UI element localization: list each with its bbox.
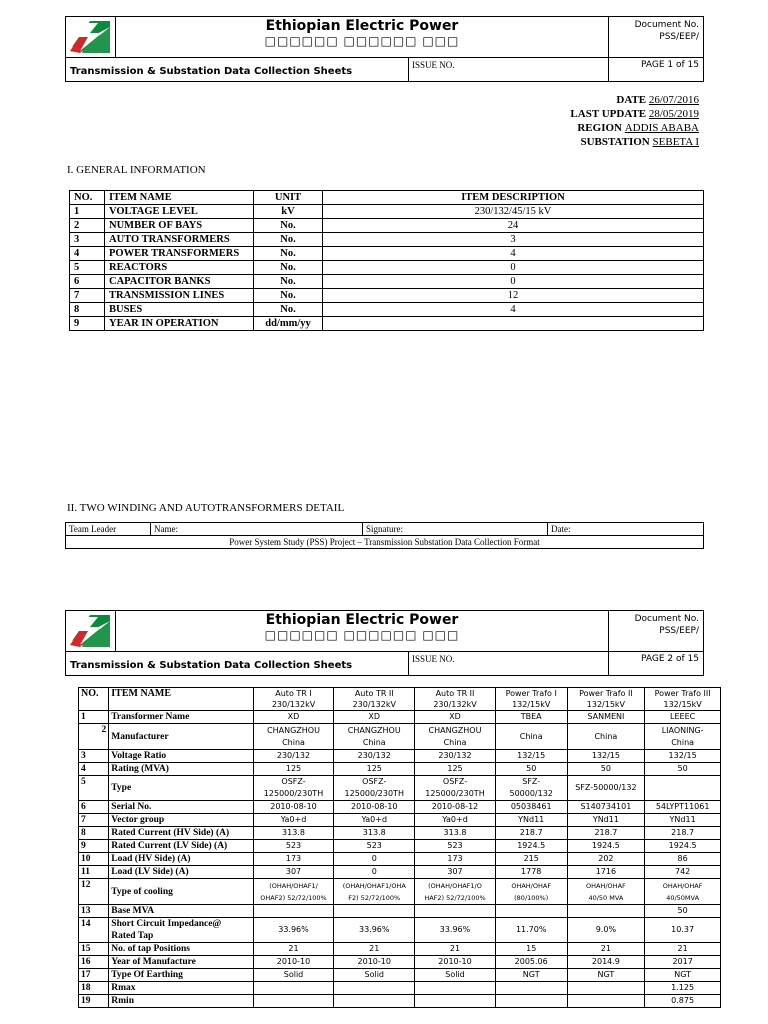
cell-value: YNd11 bbox=[567, 814, 645, 827]
cell-no: 4 bbox=[70, 247, 105, 261]
cell-unit: No. bbox=[254, 261, 323, 275]
col-header-no: NO. bbox=[79, 688, 109, 711]
cell-value bbox=[415, 982, 496, 995]
cell-unit: dd/mm/yy bbox=[254, 317, 323, 331]
date-value: 26/07/2016 bbox=[648, 94, 699, 106]
region-label: REGION bbox=[577, 122, 622, 134]
cell-value: 2010-10 bbox=[253, 956, 334, 969]
eep-logo bbox=[66, 17, 116, 57]
cell-item: TRANSMISSION LINES bbox=[105, 289, 254, 303]
company-name-amharic: □□□□□□ □□□□□□ □□□ bbox=[264, 34, 460, 48]
table-row bbox=[70, 219, 704, 233]
cell-item: Type Of Earthing bbox=[109, 969, 253, 982]
last-update-label: LAST UPDATE bbox=[570, 108, 647, 120]
date-label: DATE bbox=[616, 94, 647, 106]
cell-value: 2010-10 bbox=[334, 956, 415, 969]
cell-value: 21 bbox=[645, 943, 721, 956]
cell-description: 24 bbox=[323, 219, 704, 233]
cell-no: 2 bbox=[70, 219, 105, 233]
cell-no: 9 bbox=[79, 840, 109, 853]
col-header-auto-tr-1 bbox=[253, 688, 334, 711]
table-row bbox=[70, 247, 704, 261]
issue-no-cell bbox=[408, 58, 609, 82]
cell-value: 2017 bbox=[645, 956, 721, 969]
table-row bbox=[79, 814, 721, 827]
transformer-detail-table bbox=[78, 687, 721, 1008]
eep-logo bbox=[66, 611, 116, 651]
table-row bbox=[79, 982, 721, 995]
cell-value: LEEEC bbox=[645, 711, 721, 724]
page-number: PAGE 1 of 15 bbox=[641, 60, 699, 70]
lightning-logo-icon bbox=[66, 17, 114, 55]
company-name-amharic: □□□□□□ □□□□□□ □□□ bbox=[264, 628, 460, 642]
table-row bbox=[79, 866, 721, 879]
cell-unit: No. bbox=[254, 247, 323, 261]
cell-value: Ya0+d bbox=[334, 814, 415, 827]
region-value: ADDIS ABABA bbox=[624, 122, 699, 134]
cell-unit: No. bbox=[254, 219, 323, 233]
cell-value: 132/15 bbox=[645, 750, 721, 763]
cell-value: YNd11 bbox=[645, 814, 721, 827]
cell-value: 218.7 bbox=[567, 827, 645, 840]
cell-value: 307 bbox=[415, 866, 496, 879]
cell-item: Serial No. bbox=[109, 801, 253, 814]
cell-value bbox=[253, 905, 334, 918]
team-leader-label: Team Leader bbox=[66, 523, 151, 536]
cell-item: Rated Current (HV Side) (A) bbox=[109, 827, 253, 840]
cell-item: Manufacturer bbox=[109, 724, 253, 750]
cell-value: 230/132 bbox=[415, 750, 496, 763]
cell-value: 1716 bbox=[567, 866, 645, 879]
table-row bbox=[79, 827, 721, 840]
cell-value: 54LYPT11061 bbox=[645, 801, 721, 814]
cell-value: XD bbox=[253, 711, 334, 724]
header-text: Auto TR II 230/132kV bbox=[352, 689, 396, 709]
cell-value: 1.125 bbox=[645, 982, 721, 995]
company-title-cell bbox=[116, 17, 609, 57]
cell-value: 1778 bbox=[495, 866, 567, 879]
cell-no: 1 bbox=[70, 205, 105, 219]
cell-no: 2 bbox=[79, 724, 109, 750]
cell-value bbox=[567, 905, 645, 918]
cell-unit: No. bbox=[254, 303, 323, 317]
sheets-title: Transmission & Substation Data Collection Sheets bbox=[70, 66, 353, 77]
cell-value: NGT bbox=[645, 969, 721, 982]
cell-value: (OHAH/OHAF1/O HAF2) 52/72/100% bbox=[415, 879, 496, 905]
doc-no-value: PSS/EEP/ bbox=[659, 32, 699, 42]
table-row bbox=[79, 853, 721, 866]
cell-item: Load (LV Side) (A) bbox=[109, 866, 253, 879]
cell-value: 0.875 bbox=[645, 995, 721, 1008]
cell-no: 16 bbox=[79, 956, 109, 969]
cell-value: 33.96% bbox=[334, 918, 415, 943]
cell-item: Vector group bbox=[109, 814, 253, 827]
table-row bbox=[79, 840, 721, 853]
cell-value bbox=[567, 995, 645, 1008]
cell-value: 0 bbox=[334, 866, 415, 879]
table-row bbox=[79, 943, 721, 956]
cell-no: 17 bbox=[79, 969, 109, 982]
cell-value: China bbox=[495, 724, 567, 750]
cell-value: 313.8 bbox=[253, 827, 334, 840]
cell-value bbox=[334, 982, 415, 995]
cell-item: REACTORS bbox=[105, 261, 254, 275]
issue-no-label: ISSUE NO. bbox=[412, 60, 455, 70]
company-name: Ethiopian Electric Power bbox=[265, 18, 459, 34]
cell-value: 307 bbox=[253, 866, 334, 879]
cell-value: 11.70% bbox=[495, 918, 567, 943]
cell-unit: No. bbox=[254, 289, 323, 303]
cell-unit: No. bbox=[254, 275, 323, 289]
cell-value bbox=[495, 982, 567, 995]
cell-value: OSFZ- 125000/230TH bbox=[334, 776, 415, 801]
col-header-auto-tr-3 bbox=[415, 688, 496, 711]
cell-item: Type of cooling bbox=[109, 879, 253, 905]
cell-value: S140734101 bbox=[567, 801, 645, 814]
substation-label: SUBSTATION bbox=[580, 136, 650, 148]
table-row bbox=[79, 969, 721, 982]
table-row bbox=[79, 801, 721, 814]
document-number-cell bbox=[609, 611, 703, 651]
cell-value bbox=[334, 905, 415, 918]
cell-value: NGT bbox=[567, 969, 645, 982]
cell-value: 230/132 bbox=[253, 750, 334, 763]
header-text: Power Trafo III 132/15kV bbox=[654, 689, 711, 709]
document-header-1 bbox=[65, 16, 704, 82]
cell-no: 6 bbox=[79, 801, 109, 814]
document-number-cell bbox=[609, 17, 703, 57]
cell-item: No. of tap Positions bbox=[109, 943, 253, 956]
col-header-power-trafo-3 bbox=[645, 688, 721, 711]
info-date bbox=[616, 94, 699, 106]
cell-value: 125 bbox=[415, 763, 496, 776]
cell-value: 21 bbox=[415, 943, 496, 956]
cell-value: 2010-08-10 bbox=[253, 801, 334, 814]
cell-item: Voltage Ratio bbox=[109, 750, 253, 763]
cell-value: 523 bbox=[334, 840, 415, 853]
lightning-logo-icon bbox=[66, 611, 114, 649]
cell-value: OHAH/OHAF (80/100%) bbox=[495, 879, 567, 905]
cell-value: 313.8 bbox=[415, 827, 496, 840]
cell-value: 50 bbox=[495, 763, 567, 776]
cell-value: 125 bbox=[253, 763, 334, 776]
cell-no: 8 bbox=[70, 303, 105, 317]
cell-value: CHANGZHOU China bbox=[253, 724, 334, 750]
cell-value: 0 bbox=[334, 853, 415, 866]
general-info-table bbox=[69, 190, 704, 331]
cell-value: 50 bbox=[567, 763, 645, 776]
cell-item: Year of Manufacture bbox=[109, 956, 253, 969]
cell-item: CAPACITOR BANKS bbox=[105, 275, 254, 289]
page-number: PAGE 2 of 15 bbox=[641, 654, 699, 664]
cell-value: 173 bbox=[253, 853, 334, 866]
team-signature-table bbox=[65, 522, 704, 549]
cell-item: BUSES bbox=[105, 303, 254, 317]
cell-no: 7 bbox=[70, 289, 105, 303]
cell-value: OHAH/OHAF 40/50MVA bbox=[645, 879, 721, 905]
cell-value: 215 bbox=[495, 853, 567, 866]
cell-value: 2014.9 bbox=[567, 956, 645, 969]
cell-value: 218.7 bbox=[645, 827, 721, 840]
table-row bbox=[79, 724, 721, 750]
cell-value bbox=[645, 776, 721, 801]
cell-value: Solid bbox=[334, 969, 415, 982]
cell-value: Solid bbox=[253, 969, 334, 982]
issue-no-label: ISSUE NO. bbox=[412, 654, 455, 664]
cell-no: 5 bbox=[70, 261, 105, 275]
cell-no: 7 bbox=[79, 814, 109, 827]
col-header-unit: UNIT bbox=[254, 191, 323, 205]
detail-table-body bbox=[79, 711, 721, 1008]
info-region bbox=[577, 122, 699, 134]
name-field: Name: bbox=[151, 523, 363, 536]
cell-no: 1 bbox=[79, 711, 109, 724]
cell-value: Ya0+d bbox=[415, 814, 496, 827]
cell-no: 9 bbox=[70, 317, 105, 331]
issue-no-cell bbox=[408, 652, 609, 676]
doc-no-label: Document No. bbox=[634, 614, 699, 624]
cell-value: 10.37 bbox=[645, 918, 721, 943]
header-text: Auto TR I 230/132kV bbox=[271, 689, 316, 709]
cell-no: 13 bbox=[79, 905, 109, 918]
info-last-update bbox=[570, 108, 699, 120]
cell-value: 173 bbox=[415, 853, 496, 866]
cell-value: 9.0% bbox=[567, 918, 645, 943]
cell-value: YNd11 bbox=[495, 814, 567, 827]
col-header-power-trafo-2 bbox=[567, 688, 645, 711]
cell-unit: No. bbox=[254, 233, 323, 247]
table-row bbox=[70, 317, 704, 331]
cell-value: 132/15 bbox=[567, 750, 645, 763]
cell-value: Solid bbox=[415, 969, 496, 982]
cell-value bbox=[253, 982, 334, 995]
cell-description: 0 bbox=[323, 261, 704, 275]
cell-item: Type bbox=[109, 776, 253, 801]
cell-description: 0 bbox=[323, 275, 704, 289]
cell-value: 05038461 bbox=[495, 801, 567, 814]
cell-item: YEAR IN OPERATION bbox=[105, 317, 254, 331]
cell-description: 230/132/45/15 kV bbox=[323, 205, 704, 219]
cell-description: 4 bbox=[323, 303, 704, 317]
cell-value: 132/15 bbox=[495, 750, 567, 763]
cell-no: 8 bbox=[79, 827, 109, 840]
cell-value: 218.7 bbox=[495, 827, 567, 840]
cell-value: 2010-08-12 bbox=[415, 801, 496, 814]
cell-value: 86 bbox=[645, 853, 721, 866]
doc-no-label: Document No. bbox=[634, 20, 699, 30]
cell-value: 1924.5 bbox=[495, 840, 567, 853]
cell-value: 33.96% bbox=[253, 918, 334, 943]
cell-value: 523 bbox=[253, 840, 334, 853]
table-row bbox=[70, 205, 704, 219]
cell-value: XD bbox=[415, 711, 496, 724]
table-row bbox=[70, 233, 704, 247]
cell-item: Rating (MVA) bbox=[109, 763, 253, 776]
cell-description: 12 bbox=[323, 289, 704, 303]
table-row bbox=[79, 905, 721, 918]
cell-value bbox=[415, 905, 496, 918]
cell-value bbox=[495, 905, 567, 918]
cell-no: 15 bbox=[79, 943, 109, 956]
cell-value: 2010-10 bbox=[415, 956, 496, 969]
cell-item: Rmin bbox=[109, 995, 253, 1008]
table-row bbox=[79, 776, 721, 801]
cell-value: CHANGZHOU China bbox=[334, 724, 415, 750]
cell-item: Rmax bbox=[109, 982, 253, 995]
cell-item: Transformer Name bbox=[109, 711, 253, 724]
cell-unit: kV bbox=[254, 205, 323, 219]
cell-value: (OHAH/OHAF1/OHA F2) 52/72/100% bbox=[334, 879, 415, 905]
cell-value: OSFZ- 125000/230TH bbox=[253, 776, 334, 801]
table-row bbox=[79, 956, 721, 969]
table-row bbox=[79, 995, 721, 1008]
table-row bbox=[79, 750, 721, 763]
table-row bbox=[79, 763, 721, 776]
cell-item: VOLTAGE LEVEL bbox=[105, 205, 254, 219]
cell-value bbox=[567, 982, 645, 995]
cell-value: 1924.5 bbox=[567, 840, 645, 853]
last-update-value: 28/05/2019 bbox=[648, 108, 699, 120]
table-row bbox=[70, 275, 704, 289]
company-title-cell bbox=[116, 611, 609, 651]
section-heading-transformers: II. TWO WINDING AND AUTOTRANSFORMERS DETAIL bbox=[67, 502, 345, 514]
cell-description: 4 bbox=[323, 247, 704, 261]
cell-value: 230/132 bbox=[334, 750, 415, 763]
cell-value: 33.96% bbox=[415, 918, 496, 943]
cell-value: 15 bbox=[495, 943, 567, 956]
cell-value: 125 bbox=[334, 763, 415, 776]
col-header-description: ITEM DESCRIPTION bbox=[323, 191, 704, 205]
cell-value: 21 bbox=[334, 943, 415, 956]
cell-no: 4 bbox=[79, 763, 109, 776]
cell-value: CHANGZHOU China bbox=[415, 724, 496, 750]
cell-value: 742 bbox=[645, 866, 721, 879]
cell-value: 1924.5 bbox=[645, 840, 721, 853]
signature-field: Signature: bbox=[363, 523, 548, 536]
cell-no: 11 bbox=[79, 866, 109, 879]
cell-value bbox=[334, 995, 415, 1008]
cell-no: 3 bbox=[79, 750, 109, 763]
cell-no: 12 bbox=[79, 879, 109, 905]
cell-value: 2010-08-10 bbox=[334, 801, 415, 814]
cell-value bbox=[415, 995, 496, 1008]
cell-item: Load (HV Side) (A) bbox=[109, 853, 253, 866]
cell-no: 10 bbox=[79, 853, 109, 866]
table-row bbox=[79, 879, 721, 905]
document-header-2 bbox=[65, 610, 704, 676]
cell-description: 3 bbox=[323, 233, 704, 247]
cell-description bbox=[323, 317, 704, 331]
cell-no: 18 bbox=[79, 982, 109, 995]
cell-value: OHAH/OHAF 40/50 MVA bbox=[567, 879, 645, 905]
cell-value: 202 bbox=[567, 853, 645, 866]
cell-value: TBEA bbox=[495, 711, 567, 724]
cell-value bbox=[253, 995, 334, 1008]
cell-no: 5 bbox=[79, 776, 109, 801]
sheets-title: Transmission & Substation Data Collection Sheets bbox=[70, 660, 353, 671]
substation-value: SEBETA I bbox=[652, 136, 699, 148]
cell-value: 313.8 bbox=[334, 827, 415, 840]
cell-value bbox=[495, 995, 567, 1008]
col-header-no: NO. bbox=[70, 191, 105, 205]
table-header-row bbox=[79, 688, 721, 711]
cell-item: NUMBER OF BAYS bbox=[105, 219, 254, 233]
cell-value: 2005.06 bbox=[495, 956, 567, 969]
cell-value: LIAONING- China bbox=[645, 724, 721, 750]
cell-no: 6 bbox=[70, 275, 105, 289]
cell-item: POWER TRANSFORMERS bbox=[105, 247, 254, 261]
cell-value: 50 bbox=[645, 763, 721, 776]
cell-no: 14 bbox=[79, 918, 109, 943]
cell-no: 19 bbox=[79, 995, 109, 1008]
table-header-row bbox=[70, 191, 704, 205]
cell-value: NGT bbox=[495, 969, 567, 982]
date-field: Date: bbox=[548, 523, 704, 536]
cell-value: OSFZ- 125000/230TH bbox=[415, 776, 496, 801]
cell-value: SANMENI bbox=[567, 711, 645, 724]
col-header-auto-tr-2 bbox=[334, 688, 415, 711]
cell-no: 3 bbox=[70, 233, 105, 247]
cell-value: 21 bbox=[253, 943, 334, 956]
col-header-power-trafo-1 bbox=[495, 688, 567, 711]
cell-value: SFZ- 50000/132 bbox=[495, 776, 567, 801]
table-row bbox=[79, 711, 721, 724]
cell-value: 50 bbox=[645, 905, 721, 918]
col-header-item: ITEM NAME bbox=[109, 688, 253, 711]
doc-no-value: PSS/EEP/ bbox=[659, 626, 699, 636]
table-row bbox=[79, 918, 721, 943]
section-heading-general: I. GENERAL INFORMATION bbox=[67, 164, 206, 176]
cell-item: Short Circuit Impedance@ Rated Tap bbox=[109, 918, 253, 943]
project-footer: Power System Study (PSS) Project – Transmission Substation Data Collection Format bbox=[66, 536, 704, 549]
cell-value: 21 bbox=[567, 943, 645, 956]
table-row bbox=[70, 289, 704, 303]
cell-value: (OHAH/OHAF1/ OHAF2) 52/72/100% bbox=[253, 879, 334, 905]
cell-item: Rated Current (LV Side) (A) bbox=[109, 840, 253, 853]
cell-item: AUTO TRANSFORMERS bbox=[105, 233, 254, 247]
cell-item: Base MVA bbox=[109, 905, 253, 918]
cell-value: China bbox=[567, 724, 645, 750]
company-name: Ethiopian Electric Power bbox=[265, 612, 459, 628]
cell-value: SFZ-50000/132 bbox=[567, 776, 645, 801]
cell-value: 523 bbox=[415, 840, 496, 853]
col-header-item: ITEM NAME bbox=[105, 191, 254, 205]
header-text: Power Trafo II 132/15kV bbox=[579, 689, 633, 709]
header-text: Power Trafo I 132/15kV bbox=[505, 689, 557, 709]
table-row bbox=[70, 303, 704, 317]
info-substation bbox=[580, 136, 699, 148]
cell-value: Ya0+d bbox=[253, 814, 334, 827]
header-text: Auto TR II 230/132kV bbox=[433, 689, 477, 709]
table-row bbox=[70, 261, 704, 275]
cell-value: XD bbox=[334, 711, 415, 724]
